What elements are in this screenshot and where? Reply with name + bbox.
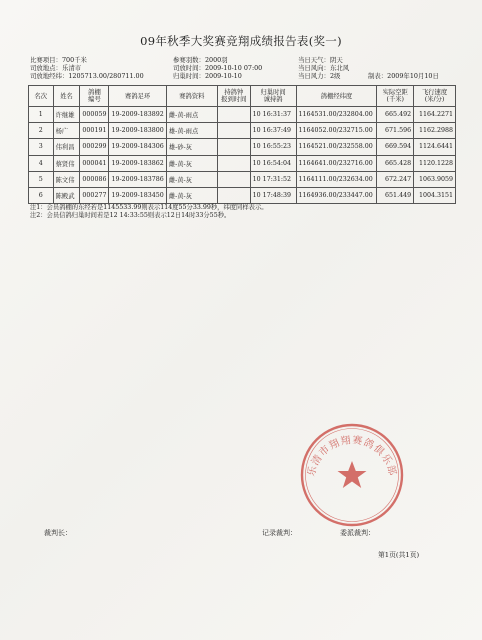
table-row <box>29 171 456 187</box>
cell-clock-time <box>217 107 250 123</box>
header-homing-time: 归巢时间 诚持鸽 <box>250 86 296 107</box>
cell-speed: 1004.3151 <box>414 187 456 203</box>
cell-name: 陈殿武 <box>53 187 80 203</box>
release-coords: 司放地经纬：1205713.00/280711.00 <box>30 72 144 81</box>
cell-rank: 3 <box>29 139 54 155</box>
release-place: 司放地点：乐清市 <box>30 64 82 73</box>
table-row <box>29 139 456 155</box>
cell-homing-time: 10 16:55:23 <box>250 139 296 155</box>
cell-coords: 1164111.00/232634.00 <box>296 171 377 187</box>
wind-force: 当日风力：2级 <box>298 72 341 81</box>
cell-pigeon-info: 雌-黄-灰 <box>166 171 217 187</box>
recorder-signature: 记录裁判： <box>262 529 297 537</box>
cell-loft-no: 000041 <box>80 155 109 171</box>
cell-name: 蔡贤伟 <box>53 155 80 171</box>
cell-speed: 1162.2988 <box>414 123 456 139</box>
cell-ring: 19-2009-183800 <box>109 123 166 139</box>
header-rank: 名次 <box>29 86 54 107</box>
cell-name: 杨广 <box>53 123 80 139</box>
cell-rank: 1 <box>29 107 54 123</box>
cell-distance: 672.247 <box>377 171 414 187</box>
cell-homing-time: 10 17:31:52 <box>250 171 296 187</box>
cell-name: 陈文伟 <box>53 171 80 187</box>
table-row <box>29 187 456 203</box>
homing-date: 归巢时间：2009-10-10 <box>173 72 242 81</box>
info-right <box>298 56 349 81</box>
cell-speed: 1063.9059 <box>414 171 456 187</box>
header-clock-time: 持鸽钟 报到时间 <box>217 86 250 107</box>
cell-coords: 1164521.00/232558.00 <box>296 139 377 155</box>
header-speed: 飞行速度 (米/分) <box>414 86 456 107</box>
info-middle <box>173 56 262 81</box>
cell-homing-time: 10 16:37:49 <box>250 123 296 139</box>
cell-rank: 2 <box>29 123 54 139</box>
cell-distance: 665.428 <box>377 155 414 171</box>
cell-ring: 19-2009-184306 <box>109 139 166 155</box>
table-row <box>29 155 456 171</box>
club-seal-stamp <box>297 420 407 530</box>
cell-distance: 669.594 <box>377 139 414 155</box>
report-title: 09年秋季大奖赛竞翔成绩报告表(奖一) <box>140 34 342 48</box>
race-item: 比赛项目：700千米 <box>30 56 87 64</box>
header-coords: 鸽棚经纬度 <box>296 86 377 107</box>
cell-rank: 6 <box>29 187 54 203</box>
header-name: 姓名 <box>53 86 80 107</box>
note-1: 注1：会员鸽棚的东经若是1145533.99则表示114度55分33.99秒，纬度同样表示。 <box>30 204 268 211</box>
header-loft-no: 鸽棚 编号 <box>80 86 109 107</box>
cell-clock-time <box>217 123 250 139</box>
cell-clock-time <box>217 155 250 171</box>
cell-clock-time <box>217 187 250 203</box>
cell-distance: 651.449 <box>377 187 414 203</box>
cell-ring: 19-2009-183862 <box>109 155 166 171</box>
cell-clock-time <box>217 139 250 155</box>
cell-name: 伟利昌 <box>53 139 80 155</box>
cell-coords: 1164641.00/232716.00 <box>296 155 377 171</box>
cell-clock-time <box>217 171 250 187</box>
cell-coords: 1164936.00/233447.00 <box>296 187 377 203</box>
table-row <box>29 123 456 139</box>
cell-speed: 1120.1228 <box>414 155 456 171</box>
cell-pigeon-info: 雄-砂-灰 <box>166 139 217 155</box>
cell-speed: 1124.6441 <box>414 139 456 155</box>
cell-coords: 1164052.00/232715.00 <box>296 123 377 139</box>
info-left <box>30 56 144 81</box>
cell-distance: 671.596 <box>377 123 414 139</box>
seal-text: 乐清市翔翔赛鸽俱乐部 <box>306 435 398 478</box>
wind-direction: 当日风向：东北风 <box>298 64 350 73</box>
entries: 参赛羽数：2000羽 <box>173 56 228 64</box>
weather: 当日天气：阴天 <box>298 56 343 64</box>
cell-ring: 19-2009-183450 <box>109 187 166 203</box>
cell-loft-no: 000086 <box>80 171 109 187</box>
cell-pigeon-info: 雌-黄-灰 <box>166 155 217 171</box>
table-row <box>29 107 456 123</box>
results-table <box>28 85 456 204</box>
header-ring: 赛鸽足环 <box>109 86 166 107</box>
header-distance: 实际空距 (千米) <box>377 86 414 107</box>
notes <box>30 204 268 221</box>
cell-name: 许继雄 <box>53 107 80 123</box>
delegate-signature: 委派裁判： <box>340 529 375 537</box>
cell-loft-no: 000059 <box>80 107 109 123</box>
page-number: 第1页(共1页) <box>378 551 420 559</box>
cell-rank: 5 <box>29 171 54 187</box>
cell-speed: 1164.2271 <box>414 107 456 123</box>
cell-homing-time: 10 16:31:37 <box>250 107 296 123</box>
cell-homing-time: 10 17:48:39 <box>250 187 296 203</box>
cell-rank: 4 <box>29 155 54 171</box>
cell-loft-no: 000191 <box>80 123 109 139</box>
table-header-row <box>29 86 456 107</box>
cell-loft-no: 000299 <box>80 139 109 155</box>
header-pigeon-info: 赛鸽资料 <box>166 86 217 107</box>
made-date: 制表：2009年10月10日 <box>368 72 439 81</box>
note-2: 注2：会员信鸽归巢时间若是12 14:33:55则表示12日14时33分55秒。 <box>30 212 231 220</box>
cell-ring: 19-2009-183892 <box>109 107 166 123</box>
cell-pigeon-info: 雄-黄-雨点 <box>166 123 217 139</box>
cell-homing-time: 10 16:54:04 <box>250 155 296 171</box>
cell-loft-no: 000277 <box>80 187 109 203</box>
cell-coords: 1164531.00/232804.00 <box>296 107 377 123</box>
cell-distance: 665.492 <box>377 107 414 123</box>
seal-star-icon <box>338 461 367 488</box>
release-time: 司放时间：2009-10-10 07:00 <box>173 64 263 73</box>
cell-pigeon-info: 雌-黄-灰 <box>166 187 217 203</box>
cell-pigeon-info: 雌-黄-雨点 <box>166 107 217 123</box>
chief-referee-signature: 裁判长： <box>44 529 72 537</box>
cell-ring: 19-2009-183786 <box>109 171 166 187</box>
